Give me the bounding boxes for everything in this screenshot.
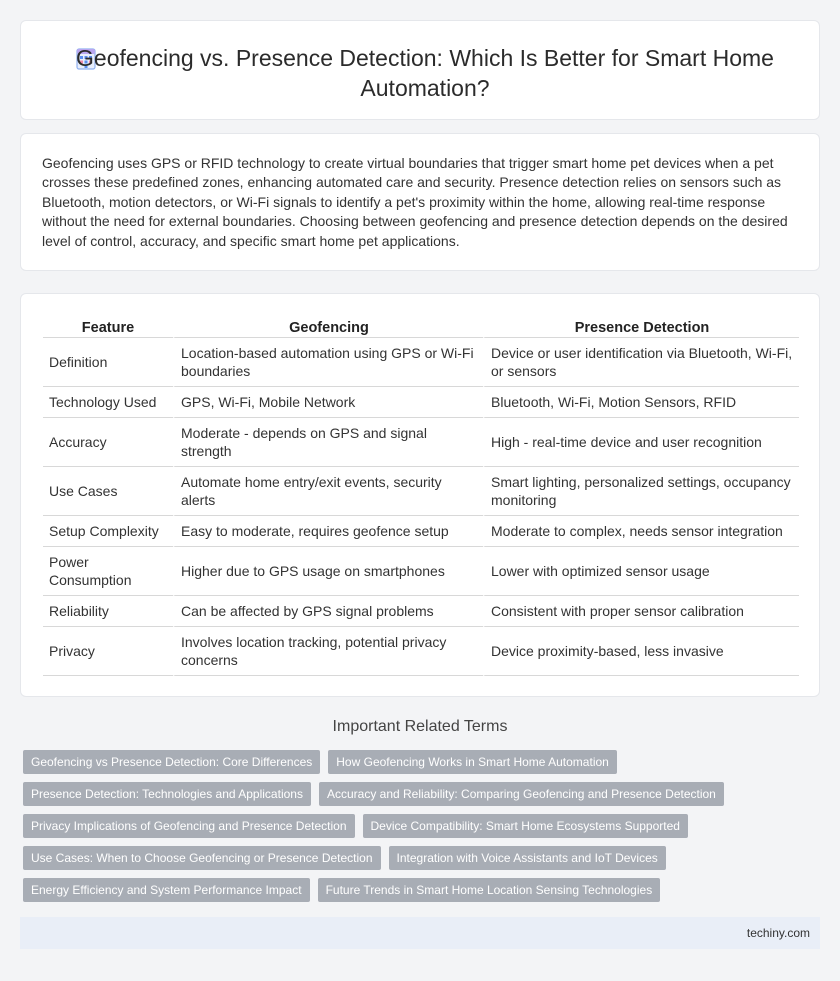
feature-cell: Accuracy [43, 418, 173, 467]
page-title: Geofencing vs. Presence Detection: Which Is Better for Smart Home Automation? [76, 45, 774, 101]
feature-cell: Use Cases [43, 467, 173, 516]
intro-card [20, 133, 820, 271]
comparison-table-card [20, 293, 820, 697]
related-term-tag[interactable]: Privacy Implications of Geofencing and Presence Detection [23, 814, 355, 838]
table-row [43, 596, 799, 627]
related-term-tag[interactable]: Integration with Voice Assistants and IoT Devices [389, 846, 666, 870]
related-term-tag[interactable]: Future Trends in Smart Home Location Sensing Technologies [318, 878, 661, 902]
geofencing-cell: Moderate - depends on GPS and signal strength [173, 418, 483, 467]
column-header: Presence Detection [483, 316, 799, 338]
related-terms-list [23, 750, 813, 910]
geofencing-cell: Involves location tracking, potential privacy concerns [173, 627, 483, 676]
related-term-tag[interactable]: Device Compatibility: Smart Home Ecosystems Supported [363, 814, 688, 838]
feature-cell: Technology Used [43, 387, 173, 418]
presence-cell: Bluetooth, Wi-Fi, Motion Sensors, RFID [483, 387, 799, 418]
comparison-table [43, 316, 799, 676]
table-row [43, 387, 799, 418]
feature-cell: Reliability [43, 596, 173, 627]
feature-cell: Privacy [43, 627, 173, 676]
site-name[interactable]: techiny.com [746, 926, 810, 940]
geofencing-cell: Location-based automation using GPS or Wi-Fi boundaries [173, 338, 483, 387]
related-term-tag[interactable]: Energy Efficiency and System Performance Impact [23, 878, 310, 902]
feature-cell: Setup Complexity [43, 516, 173, 547]
table-header-row [43, 316, 799, 338]
presence-cell: Device proximity-based, less invasive [483, 627, 799, 676]
table-row [43, 467, 799, 516]
table-row [43, 418, 799, 467]
geofencing-cell: Can be affected by GPS signal problems [173, 596, 483, 627]
presence-cell: Smart lighting, personalized settings, occupancy monitoring [483, 467, 799, 516]
header-card [20, 20, 820, 120]
table-row [43, 547, 799, 596]
intro-paragraph: Geofencing uses GPS or RFID technology to create virtual boundaries that trigger smart home pet devices when a pet crosses these predefined zones, enhancing automated care and security. Presence detection relies on sensors such as Bluetooth, motion detectors, or Wi-Fi signals to identify a pet's proximity within the home, allowing real-time response without the need for external boundaries. Choosing between geofencing and presence detection depends on the desired level of control, accuracy, and specific smart home pet applications. [42, 155, 788, 249]
related-term-tag[interactable]: Use Cases: When to Choose Geofencing or Presence Detection [23, 846, 381, 870]
related-term-tag[interactable]: Presence Detection: Technologies and Applications [23, 782, 311, 806]
related-terms-heading: Important Related Terms [332, 718, 508, 735]
presence-cell: Device or user identification via Bluetooth, Wi-Fi, or sensors [483, 338, 799, 387]
footer-bar [20, 917, 820, 949]
presence-cell: High - real-time device and user recognition [483, 418, 799, 467]
table-row [43, 516, 799, 547]
table-row [43, 338, 799, 387]
presence-cell: Moderate to complex, needs sensor integration [483, 516, 799, 547]
geofencing-cell: Higher due to GPS usage on smartphones [173, 547, 483, 596]
column-header: Geofencing [173, 316, 483, 338]
related-term-tag[interactable]: Accuracy and Reliability: Comparing Geofencing and Presence Detection [319, 782, 724, 806]
related-term-tag[interactable]: How Geofencing Works in Smart Home Automation [328, 750, 617, 774]
geofencing-cell: GPS, Wi-Fi, Mobile Network [173, 387, 483, 418]
column-header: Feature [43, 316, 173, 338]
feature-cell: Power Consumption [43, 547, 173, 596]
geofencing-cell: Automate home entry/exit events, security alerts [173, 467, 483, 516]
geofencing-cell: Easy to moderate, requires geofence setup [173, 516, 483, 547]
presence-cell: Consistent with proper sensor calibration [483, 596, 799, 627]
related-term-tag[interactable]: Geofencing vs Presence Detection: Core Differences [23, 750, 320, 774]
feature-cell: Definition [43, 338, 173, 387]
presence-cell: Lower with optimized sensor usage [483, 547, 799, 596]
table-row [43, 627, 799, 676]
